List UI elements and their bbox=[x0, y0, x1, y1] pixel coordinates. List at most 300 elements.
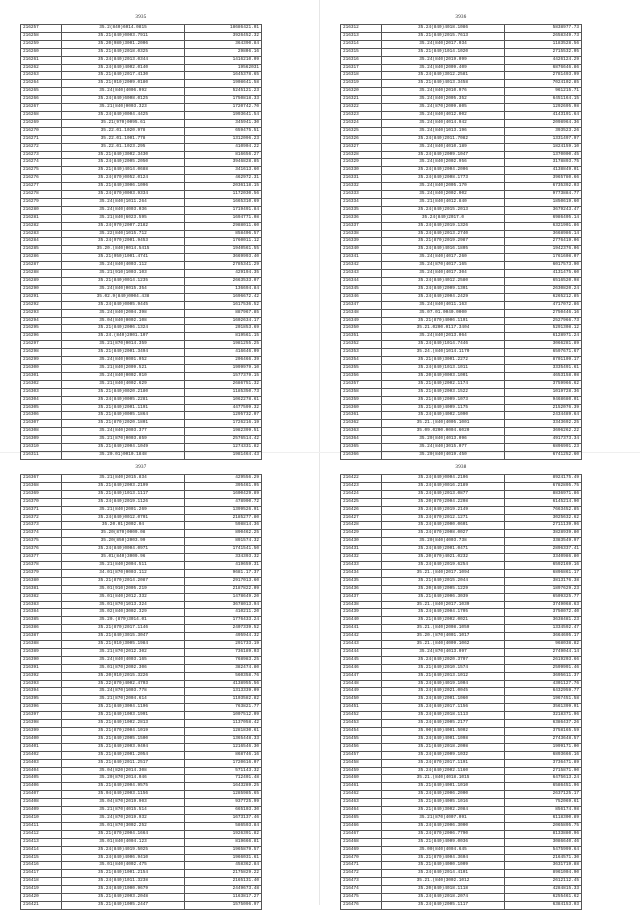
record-id-cell: 216407 bbox=[21, 791, 62, 799]
amount-cell: 9773884.77 bbox=[505, 191, 582, 199]
amount-cell: 712401.48 bbox=[185, 775, 262, 783]
record-id-cell: 216287 bbox=[21, 262, 62, 270]
record-id-cell: 216354 bbox=[341, 357, 382, 365]
record-id-cell: 216325 bbox=[341, 127, 382, 135]
record-id-cell: 216323 bbox=[341, 111, 382, 119]
account-number-cell: 35.24(840)2008.1773 bbox=[382, 175, 505, 183]
table-row bbox=[341, 254, 582, 262]
amount-cell: 736189.03 bbox=[185, 648, 262, 656]
account-number-cell: 35.24(840)0005.2281 bbox=[62, 396, 185, 404]
amount-cell: 4917373.34 bbox=[505, 436, 582, 444]
amount-cell: 1760011.12 bbox=[185, 238, 262, 246]
table-row bbox=[341, 870, 582, 878]
amount-cell: 1940561.55 bbox=[185, 246, 262, 254]
record-id-cell: 216346 bbox=[341, 293, 382, 301]
amount-cell: 2164571.30 bbox=[505, 854, 582, 862]
account-number-cell: 35.24(840)4019.5025 bbox=[62, 846, 185, 854]
table-row bbox=[21, 333, 262, 341]
table-row bbox=[341, 506, 582, 514]
account-number-cell: 35.24(840)0005.9445 bbox=[62, 301, 185, 309]
account-number-cell: 35.21(840)2013.1012 bbox=[382, 672, 505, 680]
record-id-cell: 216286 bbox=[21, 254, 62, 262]
table-row bbox=[21, 317, 262, 325]
account-number-cell: 35.21(840)2004.9575 bbox=[62, 783, 185, 791]
account-number-cell: 35.24(840)2009.1301 bbox=[382, 285, 505, 293]
record-id-cell: 216443 bbox=[341, 641, 382, 649]
record-id-cell: 216394 bbox=[21, 688, 62, 696]
account-number-cell: 35.21(840)0014.1235 bbox=[62, 278, 185, 286]
table-row bbox=[341, 40, 582, 48]
amount-cell: 478990.72 bbox=[185, 498, 262, 506]
record-id-cell: 216269 bbox=[21, 119, 62, 127]
amount-cell: 2637125.17 bbox=[505, 791, 582, 799]
record-id-cell: 216263 bbox=[21, 72, 62, 80]
record-id-cell: 216392 bbox=[21, 672, 62, 680]
record-id-cell: 216374 bbox=[21, 530, 62, 538]
table-row bbox=[341, 822, 582, 830]
account-number-cell: 35.21(840)2002.0021 bbox=[382, 617, 505, 625]
record-id-cell: 216437 bbox=[341, 593, 382, 601]
table-row bbox=[21, 285, 262, 293]
table-row bbox=[341, 838, 582, 846]
table-row bbox=[341, 72, 582, 80]
account-number-cell: 35.24(840)2005.2177 bbox=[382, 720, 505, 728]
table-row bbox=[341, 807, 582, 815]
account-number-cell: 35.21(840)4001.1010 bbox=[382, 783, 505, 791]
account-number-cell: 35.21.0200.0117.3404 bbox=[382, 325, 505, 333]
table-row bbox=[21, 601, 262, 609]
table-row bbox=[21, 728, 262, 736]
account-number-cell: 35.21(840)2006.3039 bbox=[382, 593, 505, 601]
table-row bbox=[21, 680, 262, 688]
amount-cell: 816656.27 bbox=[185, 151, 262, 159]
account-number-cell: 35.24(840)2004.398 bbox=[62, 309, 185, 317]
amount-cell: 3759966.62 bbox=[505, 380, 582, 388]
record-id-cell: 216329 bbox=[341, 159, 382, 167]
table-row bbox=[341, 104, 582, 112]
table-row bbox=[341, 151, 582, 159]
record-id-cell: 216458 bbox=[341, 759, 382, 767]
amount-cell: 2449673.48 bbox=[185, 886, 262, 894]
table-row bbox=[341, 775, 582, 783]
account-number-cell: 35.24(870)0052.0124 bbox=[62, 175, 185, 183]
record-id-cell: 216446 bbox=[341, 664, 382, 672]
record-id-cell: 216318 bbox=[341, 72, 382, 80]
record-id-cell: 216373 bbox=[21, 522, 62, 530]
account-number-cell: 35.21(840)1013.1117 bbox=[62, 490, 185, 498]
record-id-cell: 216359 bbox=[341, 396, 382, 404]
record-id-cell: 216400 bbox=[21, 735, 62, 743]
record-id-cell: 216416 bbox=[21, 862, 62, 870]
table-row bbox=[21, 475, 262, 483]
account-number-cell: 35.24(840)2000.0601 bbox=[382, 522, 505, 530]
record-id-cell: 216383 bbox=[21, 601, 62, 609]
account-number-cell: 35.20(980)3001.2006 bbox=[62, 40, 185, 48]
record-id-cell: 216351 bbox=[341, 333, 382, 341]
record-id-cell: 216330 bbox=[341, 167, 382, 175]
account-number-cell: 35.24(840)1000.9679 bbox=[62, 886, 185, 894]
amount-cell: 7024102.85 bbox=[505, 80, 582, 88]
account-number-cell: 35.21(840)1014.1020 bbox=[382, 48, 505, 56]
record-id-cell: 216367 bbox=[21, 475, 62, 483]
record-id-cell: 216417 bbox=[21, 870, 62, 878]
account-number-cell: 35.24(840)4019.1004 bbox=[382, 680, 505, 688]
table-row bbox=[21, 585, 262, 593]
record-id-cell: 216405 bbox=[21, 775, 62, 783]
table-row bbox=[21, 293, 262, 301]
table-row bbox=[21, 56, 262, 64]
record-id-cell: 216313 bbox=[341, 32, 382, 40]
amount-cell: 462972.31 bbox=[185, 175, 262, 183]
table-row bbox=[21, 830, 262, 838]
amount-cell: 2750446.16 bbox=[505, 309, 582, 317]
account-number-cell: 35.20(870)2014.046 bbox=[62, 775, 185, 783]
amount-cell: 6145214.90 bbox=[505, 498, 582, 506]
amount-cell: 19562031 bbox=[185, 64, 262, 72]
amount-cell: 2152076.39 bbox=[505, 404, 582, 412]
table-row bbox=[21, 633, 262, 641]
table-row bbox=[341, 285, 582, 293]
table-row bbox=[341, 309, 582, 317]
table-row bbox=[21, 159, 262, 167]
record-id-cell: 216433 bbox=[341, 561, 382, 569]
amount-cell: 1750818.33 bbox=[185, 96, 262, 104]
table-row bbox=[21, 759, 262, 767]
account-number-cell: 35.21(840)1005.2447 bbox=[62, 901, 185, 909]
record-id-cell: 216447 bbox=[341, 672, 382, 680]
record-id-cell: 216314 bbox=[341, 40, 382, 48]
amount-cell: 3340986.80 bbox=[505, 554, 582, 562]
account-number-cell: 35.24(840)1011.264 bbox=[62, 198, 185, 206]
amount-cell: 6782895.75 bbox=[505, 482, 582, 490]
table-row bbox=[341, 680, 582, 688]
amount-cell: 1103582.82 bbox=[185, 696, 262, 704]
record-id-cell: 216327 bbox=[341, 143, 382, 151]
table-row bbox=[21, 104, 262, 112]
amount-cell: 1478649.20 bbox=[185, 593, 262, 601]
account-number-cell: 35.24(840)2011.7082 bbox=[382, 135, 505, 143]
record-id-cell: 216328 bbox=[341, 151, 382, 159]
table-row bbox=[21, 554, 262, 562]
table-row bbox=[21, 40, 262, 48]
account-number-cell: 35.21(840)1001.2154 bbox=[62, 870, 185, 878]
table-row bbox=[341, 396, 582, 404]
amount-cell: 819561.15 bbox=[185, 333, 262, 341]
account-number-cell: 35.24(840)2019.6254 bbox=[382, 561, 505, 569]
record-id-cell: 216274 bbox=[21, 159, 62, 167]
account-number-cell: 35.24(840)2019.1126 bbox=[62, 498, 185, 506]
amount-cell: 4301127.76 bbox=[505, 680, 582, 688]
record-id-cell: 216436 bbox=[341, 585, 382, 593]
account-number-cell: 35.24(870)4013.097 bbox=[382, 648, 505, 656]
amount-cell: 887967.85 bbox=[185, 309, 262, 317]
amount-cell: 659475.51 bbox=[185, 127, 262, 135]
record-id-cell: 216281 bbox=[21, 214, 62, 222]
amount-cell: 1993641.54 bbox=[185, 111, 262, 119]
account-number-cell: 35.24(840)2017.0 bbox=[382, 214, 505, 222]
amount-cell: 2619203.66 bbox=[505, 656, 582, 664]
table-row bbox=[341, 759, 582, 767]
record-id-cell: 216474 bbox=[341, 886, 382, 894]
record-id-cell: 216320 bbox=[341, 88, 382, 96]
account-number-cell: 35.21(870)4015.514 bbox=[62, 807, 185, 815]
table-row bbox=[21, 482, 262, 490]
record-id-cell: 216420 bbox=[21, 894, 62, 902]
record-id-cell: 216352 bbox=[341, 341, 382, 349]
account-number-cell: 35.24(840)2004.2006 bbox=[382, 167, 505, 175]
account-number-cell: 35.21(840)2003.1522 bbox=[382, 388, 505, 396]
amount-cell: 1694771.08 bbox=[185, 214, 262, 222]
amount-cell: 2715532.05 bbox=[505, 48, 582, 56]
record-id-cell: 216310 bbox=[21, 444, 62, 452]
amount-cell: 937725.99 bbox=[185, 799, 262, 807]
amount-cell: 1292695.98 bbox=[505, 104, 582, 112]
account-number-cell: 35.00(840)4004.645 bbox=[382, 846, 505, 854]
table-row bbox=[341, 436, 582, 444]
amount-cell: 4717072.86 bbox=[505, 301, 582, 309]
amount-cell: 6876646.86 bbox=[505, 64, 582, 72]
record-id-cell: 216418 bbox=[21, 878, 62, 886]
account-number-cell: 35.24(970)2007.2182 bbox=[62, 222, 185, 230]
table-row bbox=[341, 783, 582, 791]
account-number-cell: 35.21.(840)2017.1094 bbox=[382, 569, 505, 577]
table-row bbox=[21, 309, 262, 317]
table-row bbox=[341, 767, 582, 775]
table-row bbox=[341, 609, 582, 617]
account-number-cell: 35.21(840)2018.2008 bbox=[382, 743, 505, 751]
amount-cell: 429556.29 bbox=[185, 475, 262, 483]
record-id-cell: 216441 bbox=[341, 625, 382, 633]
amount-cell: 3696262.22 bbox=[505, 428, 582, 436]
record-id-cell: 216357 bbox=[341, 380, 382, 388]
table-row bbox=[341, 262, 582, 270]
amount-cell: 6386437.26 bbox=[505, 720, 582, 728]
account-number-cell: 35.21(840)2010.1574 bbox=[382, 664, 505, 672]
page-panel-4 bbox=[340, 461, 582, 910]
account-number-cell: 35.21(840)3002.3430 bbox=[62, 151, 185, 159]
table-row bbox=[21, 720, 262, 728]
table-row bbox=[341, 25, 582, 33]
page-panel-3 bbox=[20, 461, 262, 910]
record-id-cell: 216303 bbox=[21, 388, 62, 396]
account-number-cell: 35.24(840)2020.3707 bbox=[382, 656, 505, 664]
table-row bbox=[21, 48, 262, 56]
amount-cell: 5291308.12 bbox=[505, 325, 582, 333]
record-id-cell: 216370 bbox=[21, 498, 62, 506]
table-row bbox=[341, 246, 582, 254]
account-number-cell: 35.00(840)4001.5002 bbox=[382, 728, 505, 736]
amount-cell: 4426124.29 bbox=[505, 56, 582, 64]
account-number-cell: 35.21(840)3006.1096 bbox=[62, 183, 185, 191]
account-number-cell: 35.21(840)2004.1049 bbox=[62, 444, 185, 452]
account-number-cell: 35.24(840)3012.2581 bbox=[382, 72, 505, 80]
record-id-cell: 216434 bbox=[341, 569, 382, 577]
table-row bbox=[341, 80, 582, 88]
account-number-cell: 35.21(840)2017.4130 bbox=[62, 72, 185, 80]
amount-cell: 201853.69 bbox=[185, 325, 262, 333]
record-id-cell: 216349 bbox=[341, 317, 382, 325]
account-number-cell: 35.20(850)2003.99 bbox=[62, 538, 185, 546]
table-row bbox=[341, 585, 582, 593]
record-id-cell: 216403 bbox=[21, 759, 62, 767]
account-number-cell: 35.20(870)0009.08 bbox=[62, 530, 185, 538]
amount-cell: 891574.32 bbox=[185, 538, 262, 546]
amount-cell: 2599991.46 bbox=[505, 664, 582, 672]
record-id-cell: 216355 bbox=[341, 364, 382, 372]
record-id-cell: 216347 bbox=[341, 301, 382, 309]
account-number-cell: 35.24(840)2002.002 bbox=[382, 191, 505, 199]
amount-cell: 6384153.03 bbox=[505, 901, 582, 909]
amount-cell: 6255461.62 bbox=[505, 894, 582, 902]
record-id-cell: 216366 bbox=[341, 451, 382, 459]
amount-cell: 1172030.56 bbox=[185, 191, 262, 199]
record-id-cell: 216307 bbox=[21, 420, 62, 428]
account-number-cell: 35.21(840)2006.1324 bbox=[62, 325, 185, 333]
amount-cell: 1185350.73 bbox=[185, 388, 262, 396]
record-id-cell: 216341 bbox=[341, 254, 382, 262]
amount-cell: 763821.77 bbox=[185, 704, 262, 712]
table-row bbox=[21, 72, 262, 80]
account-number-cell: 35.24(970)2001.9453 bbox=[62, 238, 185, 246]
amount-cell: 752069.61 bbox=[505, 799, 582, 807]
amount-cell: 3926452.32 bbox=[185, 32, 262, 40]
ledger-table bbox=[20, 24, 262, 460]
table-row bbox=[21, 436, 262, 444]
amount-cell: 2185277.80 bbox=[185, 514, 262, 522]
record-id-cell: 216397 bbox=[21, 712, 62, 720]
account-number-cell: 35.24(840)4006.992 bbox=[62, 88, 185, 96]
account-number-cell: 35.21(870)2004.614 bbox=[62, 696, 185, 704]
table-row bbox=[341, 293, 582, 301]
account-number-cell: 35.24(840)2013.0344 bbox=[62, 56, 185, 64]
table-row bbox=[21, 506, 262, 514]
account-number-cell: 35.24(840)2013.064 bbox=[382, 333, 505, 341]
table-row bbox=[21, 696, 262, 704]
table-row bbox=[341, 301, 582, 309]
account-number-cell: 35.04(840)0002.108 bbox=[62, 317, 185, 325]
account-number-cell: 35.2(840)6014.0815 bbox=[62, 25, 185, 33]
amount-cell: 5245121.23 bbox=[185, 88, 262, 96]
account-number-cell: 35.21(870)2012.302 bbox=[62, 648, 185, 656]
account-number-cell: 35.20(840)2005.1229 bbox=[382, 585, 505, 593]
record-id-cell: 216451 bbox=[341, 704, 382, 712]
amount-cell: 2187822.09 bbox=[185, 585, 262, 593]
amount-cell: 393523.26 bbox=[505, 127, 582, 135]
amount-cell: 1416210.09 bbox=[185, 56, 262, 64]
amount-cell: 1600429.89 bbox=[185, 490, 262, 498]
account-number-cell: 35.21(840)1003.1991 bbox=[62, 712, 185, 720]
account-number-cell: 35.21(910)3005.1984 bbox=[62, 641, 185, 649]
table-row bbox=[21, 530, 262, 538]
table-row bbox=[21, 135, 262, 143]
table-row bbox=[21, 641, 262, 649]
account-number-cell: 35.21(840)3002.2084 bbox=[382, 807, 505, 815]
table-row bbox=[341, 601, 582, 609]
record-id-cell: 216424 bbox=[341, 490, 382, 498]
record-id-cell: 216294 bbox=[21, 317, 62, 325]
record-id-cell: 216382 bbox=[21, 593, 62, 601]
account-number-cell: 35.21(870)4007.091 bbox=[382, 814, 505, 822]
amount-cell: 9468680.01 bbox=[505, 396, 582, 404]
amount-cell: 1720742.70 bbox=[185, 104, 262, 112]
table-row bbox=[21, 593, 262, 601]
record-id-cell: 216276 bbox=[21, 175, 62, 183]
account-number-cell: 35.21(840)2009.1073 bbox=[382, 396, 505, 404]
amount-cell: 6118300.89 bbox=[505, 814, 582, 822]
account-number-cell: 35.24(870)2006.7790 bbox=[382, 830, 505, 838]
amount-cell: 1741541.50 bbox=[185, 546, 262, 554]
account-number-cell: 35.21.(840)4005.1001 bbox=[382, 420, 505, 428]
amount-cell: 8836971.86 bbox=[505, 490, 582, 498]
amount-cell: 819666.81 bbox=[185, 838, 262, 846]
table-row bbox=[341, 901, 582, 909]
table-row bbox=[341, 191, 582, 199]
amount-cell: 1673137.46 bbox=[185, 814, 262, 822]
amount-cell: 1285985.65 bbox=[185, 791, 262, 799]
amount-cell: 961215.71 bbox=[505, 88, 582, 96]
account-number-cell: 35.21(840)4009.1175 bbox=[382, 404, 505, 412]
account-number-cell: 35.24(840)2013.2740 bbox=[382, 230, 505, 238]
amount-cell: 4653158.08 bbox=[505, 372, 582, 380]
table-row bbox=[21, 775, 262, 783]
amount-cell: 3828939.80 bbox=[505, 530, 582, 538]
account-number-cell: 35.24(840)2009.1032 bbox=[382, 751, 505, 759]
table-row bbox=[341, 412, 582, 420]
account-number-cell: 35.24(870)2017.1191 bbox=[382, 759, 505, 767]
account-number-cell: 35.21(840)3001.2272 bbox=[382, 357, 505, 365]
account-number-cell: 35.20.(870)3014.01 bbox=[62, 617, 185, 625]
record-id-cell: 216300 bbox=[21, 364, 62, 372]
account-number-cell: 35.20(840)4003.738 bbox=[382, 538, 505, 546]
table-row bbox=[21, 301, 262, 309]
account-number-cell: 35.24(840)2005.2050 bbox=[62, 159, 185, 167]
record-id-cell: 216299 bbox=[21, 357, 62, 365]
table-row bbox=[341, 554, 582, 562]
table-row bbox=[21, 814, 262, 822]
account-number-cell: 35.21(870)0014.359 bbox=[62, 341, 185, 349]
amount-cell: 3946828.85 bbox=[185, 159, 262, 167]
account-number-cell: 35.22.01.1023.295 bbox=[62, 143, 185, 151]
account-number-cell: 35.21(870)2017.1146 bbox=[62, 625, 185, 633]
record-id-cell: 216309 bbox=[21, 436, 62, 444]
account-number-cell: 35.20(840)4019.450 bbox=[382, 451, 505, 459]
record-id-cell: 216271 bbox=[21, 135, 62, 143]
amount-cell: 1967451.58 bbox=[505, 696, 582, 704]
record-id-cell: 216386 bbox=[21, 625, 62, 633]
amount-cell: 8924175.49 bbox=[505, 475, 582, 483]
amount-cell: 1281830.61 bbox=[185, 728, 262, 736]
record-id-cell: 216284 bbox=[21, 238, 62, 246]
record-id-cell: 216401 bbox=[21, 743, 62, 751]
amount-cell: 3965780.66 bbox=[505, 175, 582, 183]
account-number-cell: 35.24(870)4017.165 bbox=[382, 262, 505, 270]
account-number-cell: 35.24(840)2017.034 bbox=[382, 40, 505, 48]
record-id-cell: 216268 bbox=[21, 111, 62, 119]
table-row bbox=[341, 751, 582, 759]
record-id-cell: 216469 bbox=[341, 846, 382, 854]
page-number: 3938 bbox=[455, 465, 467, 470]
record-id-cell: 216311 bbox=[21, 451, 62, 459]
amount-cell: 4143191.64 bbox=[505, 111, 582, 119]
account-number-cell: 35.24(840)2003.377 bbox=[62, 428, 185, 436]
account-number-cell: 35.21(870)2004.1019 bbox=[62, 728, 185, 736]
account-number-cell: 35.24(840)1013.196 bbox=[382, 127, 505, 135]
record-id-cell: 216262 bbox=[21, 64, 62, 72]
table-row bbox=[341, 349, 582, 357]
amount-cell: 6516520.98 bbox=[505, 278, 582, 286]
table-row bbox=[341, 206, 582, 214]
table-row bbox=[341, 482, 582, 490]
